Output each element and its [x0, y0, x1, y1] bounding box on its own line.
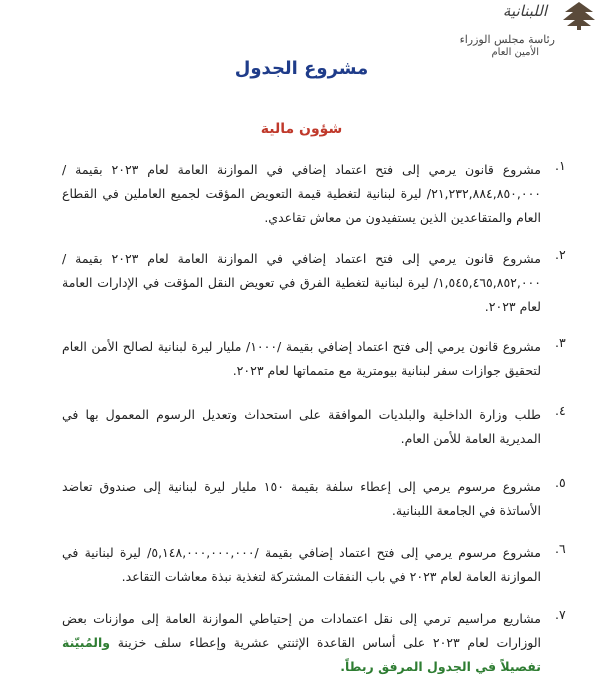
item-number: ٦. [555, 541, 566, 556]
item-number: ٢. [555, 247, 566, 262]
agenda-item [62, 158, 566, 230]
agenda-item [62, 475, 566, 523]
letterhead-office: رئاسة مجلس الوزراء [459, 33, 555, 46]
item-text: طلب وزارة الداخلية والبلديات الموافقة على استحداث وتعديل الرسوم المعمول بها في المديرية العامة للأمن العام. [62, 407, 541, 446]
item-text: مشروع قانون يرمي إلى فتح اعتماد إضافي بقيمة /١٠٠٠/ مليار ليرة لبنانية لصالح الأمن العام لتحقيق جوازات سفر لبنانية بيومترية مع متمماتها لعام ٢٠٢٣. [62, 339, 541, 378]
letterhead-brand: اللبنانية [502, 2, 547, 20]
letterhead [433, 0, 603, 62]
item-number: ٥. [555, 475, 566, 490]
agenda-item [62, 403, 566, 451]
letterhead-office-sub: الأمين العام [491, 47, 539, 58]
item-text: مشروع قانون يرمي إلى فتح اعتماد إضافي في الموازنة العامة لعام ٢٠٢٣ بقيمة /١,٥٤٥,٤٦٥,٨٥٢,٠٠٠/ ليرة لبنانية لتغطية الفرق في تعويض النقل المؤقت في الإدارات العامة لعام ٢٠٢٣. [62, 251, 541, 314]
item-text-emphasis: والمُبيّنة تفصيلاً في الجدول المرفق ربطاً. [62, 635, 541, 674]
section-heading: شؤون مالية [260, 121, 343, 137]
item-number: ٧. [555, 607, 566, 622]
item-number: ١. [555, 158, 566, 173]
item-number: ٤. [555, 403, 566, 418]
item-text: مشروع قانون يرمي إلى فتح اعتماد إضافي في الموازنة العامة لعام ٢٠٢٣ بقيمة /٢١,٢٣٢,٨٨٤,٨٥٠,٠٠٠/ ليرة لبنانية لتغطية قيمة التعويض المؤقت لجميع العاملين في القطاع العام والمتقاعدين الذين يستفيدون من معاش تقاعدي. [62, 162, 541, 225]
page-title: مشروع الجدول [234, 58, 369, 79]
agenda-item [62, 607, 566, 679]
agenda-item [62, 247, 566, 319]
item-text-main: مشاريع مراسيم ترمي إلى نقل اعتمادات من إحتياطي الموازنة العامة إلى موازنات بعض الوزارات لعام ٢٠٢٣ على أساس القاعدة الإثنتي عشرية وإعطاء سلف خزينة [62, 611, 541, 650]
agenda-item [62, 541, 566, 589]
item-text: مشروع مرسوم يرمي إلى فتح اعتماد إضافي بقيمة /٥,١٤٨,٠٠٠,٠٠٠,٠٠٠/ ليرة لبنانية في الموازنة العامة لعام ٢٠٢٣ في باب النفقات المشتركة لتغذية نبذة معاشات التقاعد. [62, 545, 541, 584]
item-text: مشروع مرسوم يرمي إلى إعطاء سلفة بقيمة ١٥٠ مليار ليرة لبنانية إلى صندوق تعاضد الأساتذة في الجامعة اللبنانية. [62, 479, 541, 518]
cedar-logo [559, 0, 599, 30]
item-text [62, 607, 541, 679]
agenda-item [62, 335, 566, 383]
item-number: ٣. [555, 335, 566, 350]
